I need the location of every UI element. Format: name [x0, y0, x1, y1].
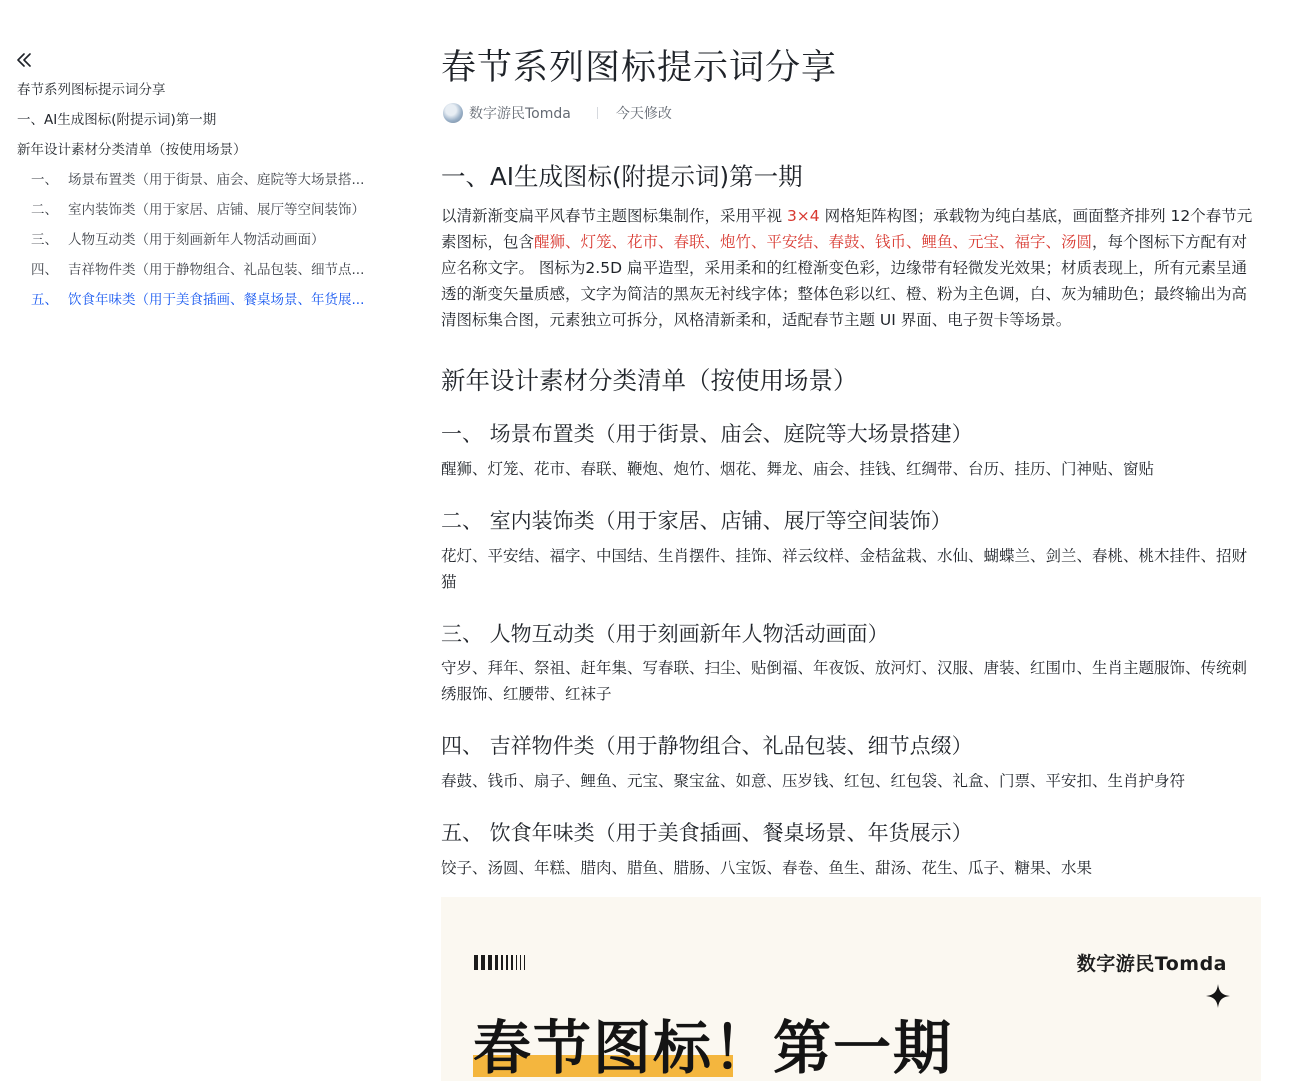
- section2-heading: 新年设计素材分类清单（按使用场景）: [441, 366, 858, 395]
- subsection2-heading: 二、 室内装饰类（用于家居、店铺、展厅等空间装饰）: [441, 509, 952, 533]
- paragraph-text: ，每个图标下方配有对应名称文字。 图标为2.5D 扁平造型，采用柔和的红橙渐变色彩，边缘带有轻微发光效果；材质表现上，所有元素呈通透的渐变矢量质感，文字为简洁的黑灰无衬线字体；整体色彩以红、橙、粉为主色调，白、灰为辅助色；最终输出为高清图标集合图，元素独立可拆分，风格清新柔和，适配春节主题 UI 界面、电子贺卡等场景。: [441, 233, 1248, 329]
- subsection4-heading: 四、 吉祥物件类（用于静物组合、礼品包装、细节点缀）: [441, 734, 973, 758]
- toc-item-title[interactable]: [17, 80, 377, 110]
- paragraph-highlight: 3×4: [786, 207, 820, 225]
- toc-list: [17, 80, 377, 320]
- subsection5-heading: 五、 饮食年味类（用于美食插画、餐桌场景、年货展示）: [441, 821, 973, 845]
- paragraph-text: 网格矩阵构图；承载物为纯白基底，画面整齐排列 12个春节元素图标，包含: [441, 207, 1253, 251]
- paragraph-highlight: 醒狮、灯笼、花市、春联、炮竹、平安结、春鼓、钱币、鲤鱼、元宝、福字、汤圆: [534, 233, 1093, 251]
- toc-item-label: 新年设计素材分类清单（按使用场景）: [17, 142, 247, 158]
- banner-title: 春节图标！第一期: [473, 1014, 954, 1081]
- toc-item-number: 三、: [31, 232, 58, 248]
- doc-meta: [443, 102, 672, 124]
- subsection1-heading: 一、 场景布置类（用于街景、庙会、庭院等大场景搭建）: [441, 422, 973, 446]
- subsection5-text: 饺子、汤圆、年糕、腊肉、腊鱼、腊肠、八宝饭、春卷、鱼生、甜汤、花生、瓜子、糖果、水果: [441, 859, 1093, 877]
- toc-item-number: 五、: [31, 292, 58, 308]
- toc-item-label: 吉祥物件类（用于静物组合、礼品包装、细节点...: [68, 262, 365, 278]
- toc-item-sub2[interactable]: [17, 200, 383, 230]
- subsection3-text: 守岁、拜年、祭祖、赶年集、写春联、扫尘、贴倒福、年夜饭、放河灯、汉服、唐装、红围巾、生肖主题服饰、传统刺绣服饰、红腰带、红袜子: [441, 659, 1248, 703]
- toc-item-number: 二、: [31, 202, 58, 218]
- toc-item-sub1[interactable]: [17, 170, 383, 200]
- toc-item-label: 饮食年味类（用于美食插画、餐桌场景、年货展...: [68, 292, 365, 308]
- banner-image[interactable]: [441, 897, 1261, 1081]
- section1-heading: 一、AI生成图标(附提示词)第一期: [441, 162, 803, 191]
- section1-paragraph: [441, 203, 1261, 333]
- toc-item-number: 四、: [31, 262, 58, 278]
- subsection3-heading: 三、 人物互动类（用于刻画新年人物活动画面）: [441, 622, 889, 646]
- toc-item-sub4[interactable]: [17, 260, 383, 290]
- toc-item-section2[interactable]: [17, 140, 377, 170]
- meta-divider: [597, 107, 598, 119]
- subsection2-text: 花灯、平安结、福字、中国结、生肖摆件、挂饰、祥云纹样、金桔盆栽、水仙、蝴蝶兰、剑兰、春桃、桃木挂件、招财猫: [441, 547, 1248, 591]
- subsection4-text: 春鼓、钱币、扇子、鲤鱼、元宝、聚宝盆、如意、压岁钱、红包、红包袋、礼盒、门票、平安扣、生肖护身符: [441, 772, 1186, 790]
- author-avatar[interactable]: [443, 103, 463, 123]
- banner-title-group: [473, 1013, 953, 1081]
- barcode-decoration: [474, 955, 525, 970]
- toc-item-number: 一、: [31, 172, 58, 188]
- paragraph-text: 以清新渐变扁平风春节主题图标集制作，采用平视: [441, 207, 787, 225]
- page-title: 春节系列图标提示词分享: [441, 48, 838, 88]
- author-name[interactable]: 数字游民Tomda: [469, 106, 571, 122]
- subsection1-text: 醒狮、灯笼、花市、春联、鞭炮、炮竹、烟花、舞龙、庙会、挂钱、红绸带、台历、挂历、门神贴、窗贴: [441, 460, 1155, 478]
- toc-item-sub3[interactable]: [17, 230, 383, 260]
- toc-item-label: 春节系列图标提示词分享: [17, 82, 166, 98]
- toc-item-label: 场景布置类（用于街景、庙会、庭院等大场景搭...: [68, 172, 365, 188]
- sparkle-icon: [1205, 983, 1231, 1009]
- toc-item-sub5[interactable]: [17, 290, 383, 320]
- toc-item-label: 室内装饰类（用于家居、店铺、展厅等空间装饰）: [68, 202, 365, 218]
- toc-sidebar: [0, 0, 390, 1081]
- banner-brand: 数字游民Tomda: [1076, 953, 1227, 975]
- toc-item-label: 一、AI生成图标(附提示词)第一期: [17, 112, 217, 128]
- modified-time: 今天修改: [615, 106, 672, 122]
- toc-item-label: 人物互动类（用于刻画新年人物活动画面）: [68, 232, 325, 248]
- toc-item-section1[interactable]: [17, 110, 377, 140]
- collapse-sidebar-icon[interactable]: [14, 50, 34, 70]
